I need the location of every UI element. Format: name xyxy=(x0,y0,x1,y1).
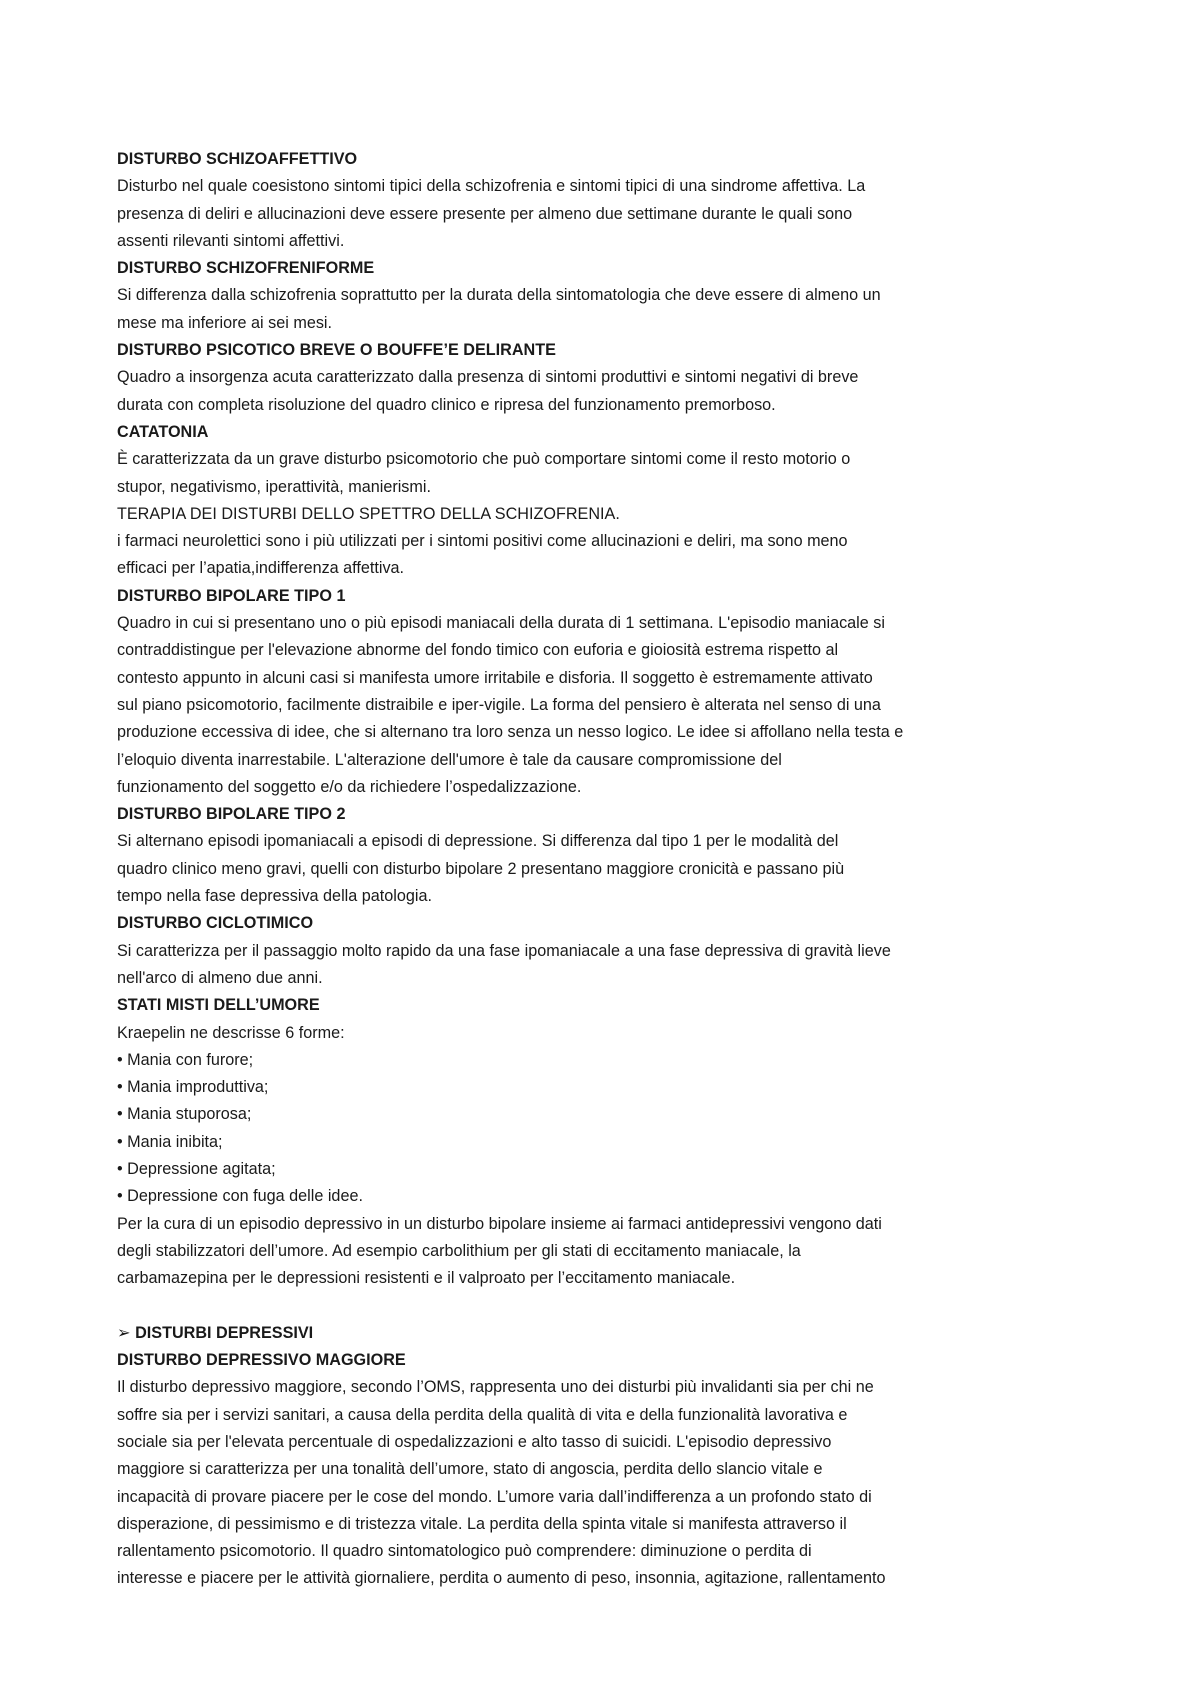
paragraph-line: Si caratterizza per il passaggio molto rapido da una fase ipomaniacale a una fase depressiva di gravità lieve xyxy=(117,941,891,960)
paragraph-line: soffre sia per i servizi sanitari, a causa della perdita della qualità di vita e della funzionalità lavorativa e xyxy=(117,1405,848,1424)
section-heading: CATATONIA xyxy=(117,422,209,441)
paragraph-line: Quadro in cui si presentano uno o più episodi maniacali della durata di 1 settimana. L'episodio maniacale si xyxy=(117,614,885,633)
paragraph-line: disperazione, di pessimismo e di tristezza vitale. La perdita della spinta vitale si manifesta attraverso il xyxy=(117,1514,847,1533)
paragraph-line: produzione eccessiva di idee, che si alternano tra loro senza un nesso logico. Le idee si affollano nella testa e xyxy=(117,723,904,742)
paragraph-line: È caratterizzata da un grave disturbo psicomotorio che può comportare sintomi come il resto motorio o xyxy=(117,450,851,469)
paragraph-line: nell'arco di almeno due anni. xyxy=(117,968,323,987)
paragraph-line: rallentamento psicomotorio. Il quadro sintomatologico può comprendere: diminuzione o perdita di xyxy=(117,1542,812,1561)
paragraph-line: Per la cura di un episodio depressivo in un disturbo bipolare insieme ai farmaci antidepressivi vengono dati xyxy=(117,1214,882,1233)
paragraph-line: funzionamento del soggetto e/o da richiedere l’ospedalizzazione. xyxy=(117,777,582,796)
section-heading: STATI MISTI DELL’UMORE xyxy=(117,996,320,1015)
bullet-item: • Depressione agitata; xyxy=(117,1159,276,1178)
document-page xyxy=(117,146,1107,1593)
section-heading: DISTURBO SCHIZOAFFETTIVO xyxy=(117,150,358,168)
chapter-heading-text: DISTURBI DEPRESSIVI xyxy=(135,1323,314,1342)
paragraph-line: i farmaci neurolettici sono i più utilizzati per i sintomi positivi come allucinazioni e deliri, ma sono meno xyxy=(117,532,848,551)
paragraph-line: incapacità di provare piacere per le cose del mondo. L’umore varia dall’indifferenza a un profondo stato di xyxy=(117,1487,872,1506)
section-heading-plain: TERAPIA DEI DISTURBI DELLO SPETTRO DELLA SCHIZOFRENIA. xyxy=(117,504,620,523)
paragraph-line: maggiore si caratterizza per una tonalità dell’umore, stato di angoscia, perdita dello slancio vitale e xyxy=(117,1460,823,1479)
section-heading: DISTURBO PSICOTICO BREVE O BOUFFE’E DELIRANTE xyxy=(117,341,556,360)
paragraph-line: quadro clinico meno gravi, quelli con disturbo bipolare 2 presentano maggiore cronicità e passano più xyxy=(117,859,845,878)
paragraph-line: Si alternano episodi ipomaniacali a episodi di depressione. Si differenza dal tipo 1 per le modalità del xyxy=(117,832,839,851)
paragraph-line: Il disturbo depressivo maggiore, secondo l’OMS, rappresenta uno dei disturbi più invalidanti sia per chi ne xyxy=(117,1378,874,1397)
bullet-item: • Mania inibita; xyxy=(117,1132,223,1151)
paragraph-line: stupor, negativismo, iperattività, manierismi. xyxy=(117,477,431,496)
paragraph-line: contraddistingue per l'elevazione abnorme del fondo timico con euforia e gioiosità estrema rispetto al xyxy=(117,641,839,660)
paragraph-line: presenza di deliri e allucinazioni deve essere presente per almeno due settimane durante le quali sono xyxy=(117,204,853,223)
section-heading: DISTURBO SCHIZOFRENIFORME xyxy=(117,259,375,278)
paragraph-line: tempo nella fase depressiva della patologia. xyxy=(117,887,432,906)
bullet-item: • Mania stuporosa; xyxy=(117,1105,252,1124)
section-heading: DISTURBO DEPRESSIVO MAGGIORE xyxy=(117,1351,406,1370)
paragraph-line: contesto appunto in alcuni casi si manifesta umore irritabile e disforia. Il soggetto è estremamente attivato xyxy=(117,668,873,687)
paragraph-line: assenti rilevanti sintomi affettivi. xyxy=(117,231,345,250)
blank-line xyxy=(117,1292,1107,1319)
paragraph-line: Quadro a insorgenza acuta caratterizzato dalla presenza di sintomi produttivi e sintomi negativi di breve xyxy=(117,368,859,387)
chapter-heading xyxy=(117,1320,1107,1347)
section-heading: DISTURBO BIPOLARE TIPO 2 xyxy=(117,805,346,824)
section-heading: DISTURBO CICLOTIMICO xyxy=(117,914,314,933)
bullet-item: • Mania con furore; xyxy=(117,1050,254,1069)
section-heading: DISTURBO BIPOLARE TIPO 1 xyxy=(117,586,346,605)
paragraph-line: efficaci per l’apatia,indifferenza affettiva. xyxy=(117,559,405,578)
bullet-item: • Mania improduttiva; xyxy=(117,1078,269,1097)
paragraph-line: Disturbo nel quale coesistono sintomi tipici della schizofrenia e sintomi tipici di una sindrome affettiva. La xyxy=(117,177,866,196)
paragraph-line: carbamazepina per le depressioni resistenti e il valproato per l’eccitamento maniacale. xyxy=(117,1269,736,1288)
bullet-item: • Depressione con fuga delle idee. xyxy=(117,1187,363,1206)
paragraph-line: sul piano psicomotorio, facilmente distraibile e iper-vigile. La forma del pensiero è alterata nel senso di una xyxy=(117,695,881,714)
paragraph-line: interesse e piacere per le attività giornaliere, perdita o aumento di peso, insonnia, agitazione, rallentamento xyxy=(117,1569,886,1588)
paragraph-line: mese ma inferiore ai sei mesi. xyxy=(117,313,333,332)
paragraph-line: l’eloquio diventa inarrestabile. L'alterazione dell'umore è tale da causare compromissione del xyxy=(117,750,782,769)
paragraph-line: durata con completa risoluzione del quadro clinico e ripresa del funzionamento premorboso. xyxy=(117,395,776,414)
arrow-bullet-icon: ➢ xyxy=(117,1323,131,1342)
paragraph-line: sociale sia per l'elevata percentuale di ospedalizzazioni e alto tasso di suicidi. L'episodio depressivo xyxy=(117,1432,832,1451)
paragraph-line: Si differenza dalla schizofrenia soprattutto per la durata della sintomatologia che deve essere di almeno un xyxy=(117,286,881,305)
paragraph-line: degli stabilizzatori dell’umore. Ad esempio carbolithium per gli stati di eccitamento maniacale, la xyxy=(117,1241,801,1260)
paragraph-line: Kraepelin ne descrisse 6 forme: xyxy=(117,1023,345,1042)
